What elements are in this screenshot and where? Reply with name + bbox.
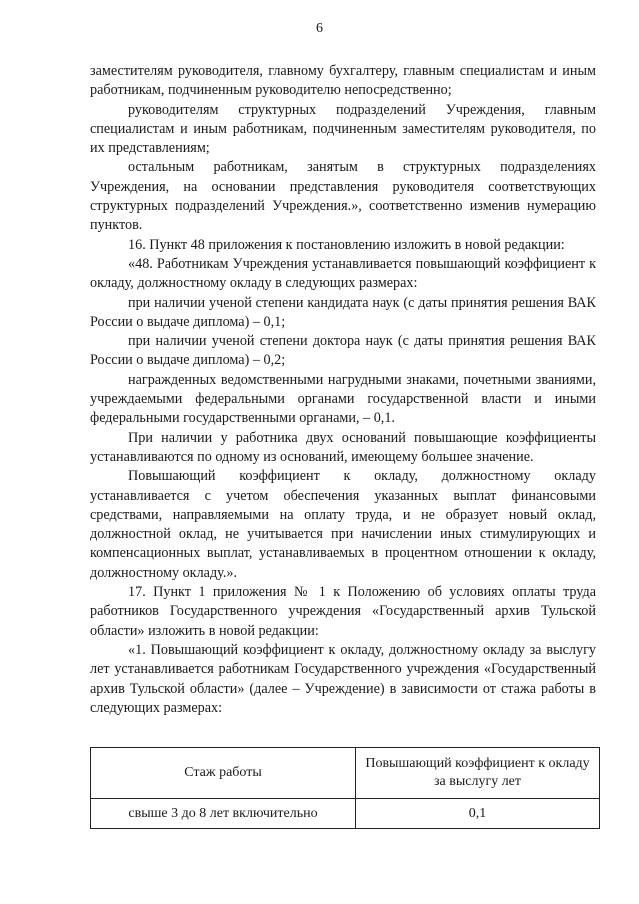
table-header-row [91,748,600,799]
seniority-coefficient-table [90,747,600,829]
paragraph: при наличии ученой степени доктора наук (с даты принятия решения ВАК России о выдаче диплома) – 0,2; [90,333,596,369]
paragraph: 17. Пункт 1 приложения № 1 к Положению об условиях оплаты труда работников Государственного учреждения «Государственный архив Тульской области» изложить в новой редакции: [90,584,596,639]
table-header-cell: Повышающий коэффициент к окладу за выслугу лет [356,748,600,799]
document-body [90,62,596,718]
paragraph: заместителям руководителя, главному бухгалтеру, главным специалистам и иным работникам, подчиненным руководителю непосредственно; [90,63,596,99]
paragraph: Повышающий коэффициент к окладу, должностному окладу устанавливается с учетом обеспечения указанных выплат финансовыми средствами, направляемыми на оплату труда, и не образует новый оклад, должностной оклад, не учитывается при начислении иных стимулирующих и компенсационных выплат, устанавливаемых в процентном отношении к окладу, должностному окладу.». [90,468,596,581]
paragraph: руководителям структурных подразделений Учреждения, главным специалистам и иным работникам, подчиненным заместителям руководителя, по их представлениям; [90,101,596,157]
paragraph: При наличии у работника двух оснований повышающие коэффициенты устанавливаются по одному из оснований, имеющему большее значение. [90,429,596,465]
paragraph: «48. Работникам Учреждения устанавливается повышающий коэффициент к окладу, должностному окладу в следующих размерах: [90,255,596,292]
paragraph: «1. Повышающий коэффициент к окладу, должностному окладу за выслугу лет устанавливается работникам Государственного учреждения «Государственный архив Тульской области» (далее – Учреждение) в зависимости от стажа работы в следующих размерах: [90,641,596,716]
table-header-cell: Стаж работы [91,748,356,799]
table-cell: 0,1 [356,799,600,829]
table-row [91,799,600,829]
paragraph: награжденных ведомственными нагрудными знаками, почетными званиями, учреждаемыми федеральными органами государственной власти и иными федеральными государственными органами, – 0,1. [90,371,596,427]
paragraph: при наличии ученой степени кандидата наук (с даты принятия решения ВАК России о выдаче диплома) – 0,1; [90,294,596,330]
paragraph: 16. Пункт 48 приложения к постановлению изложить в новой редакции: [128,236,565,253]
page-number: 6 [316,21,323,36]
paragraph: остальным работникам, занятым в структурных подразделениях Учреждения, на основании представления руководителя соответствующих структурных подразделений Учреждения.», соответственно изменив нумерацию пунктов. [90,159,596,234]
table-cell: свыше 3 до 8 лет включительно [91,799,356,829]
